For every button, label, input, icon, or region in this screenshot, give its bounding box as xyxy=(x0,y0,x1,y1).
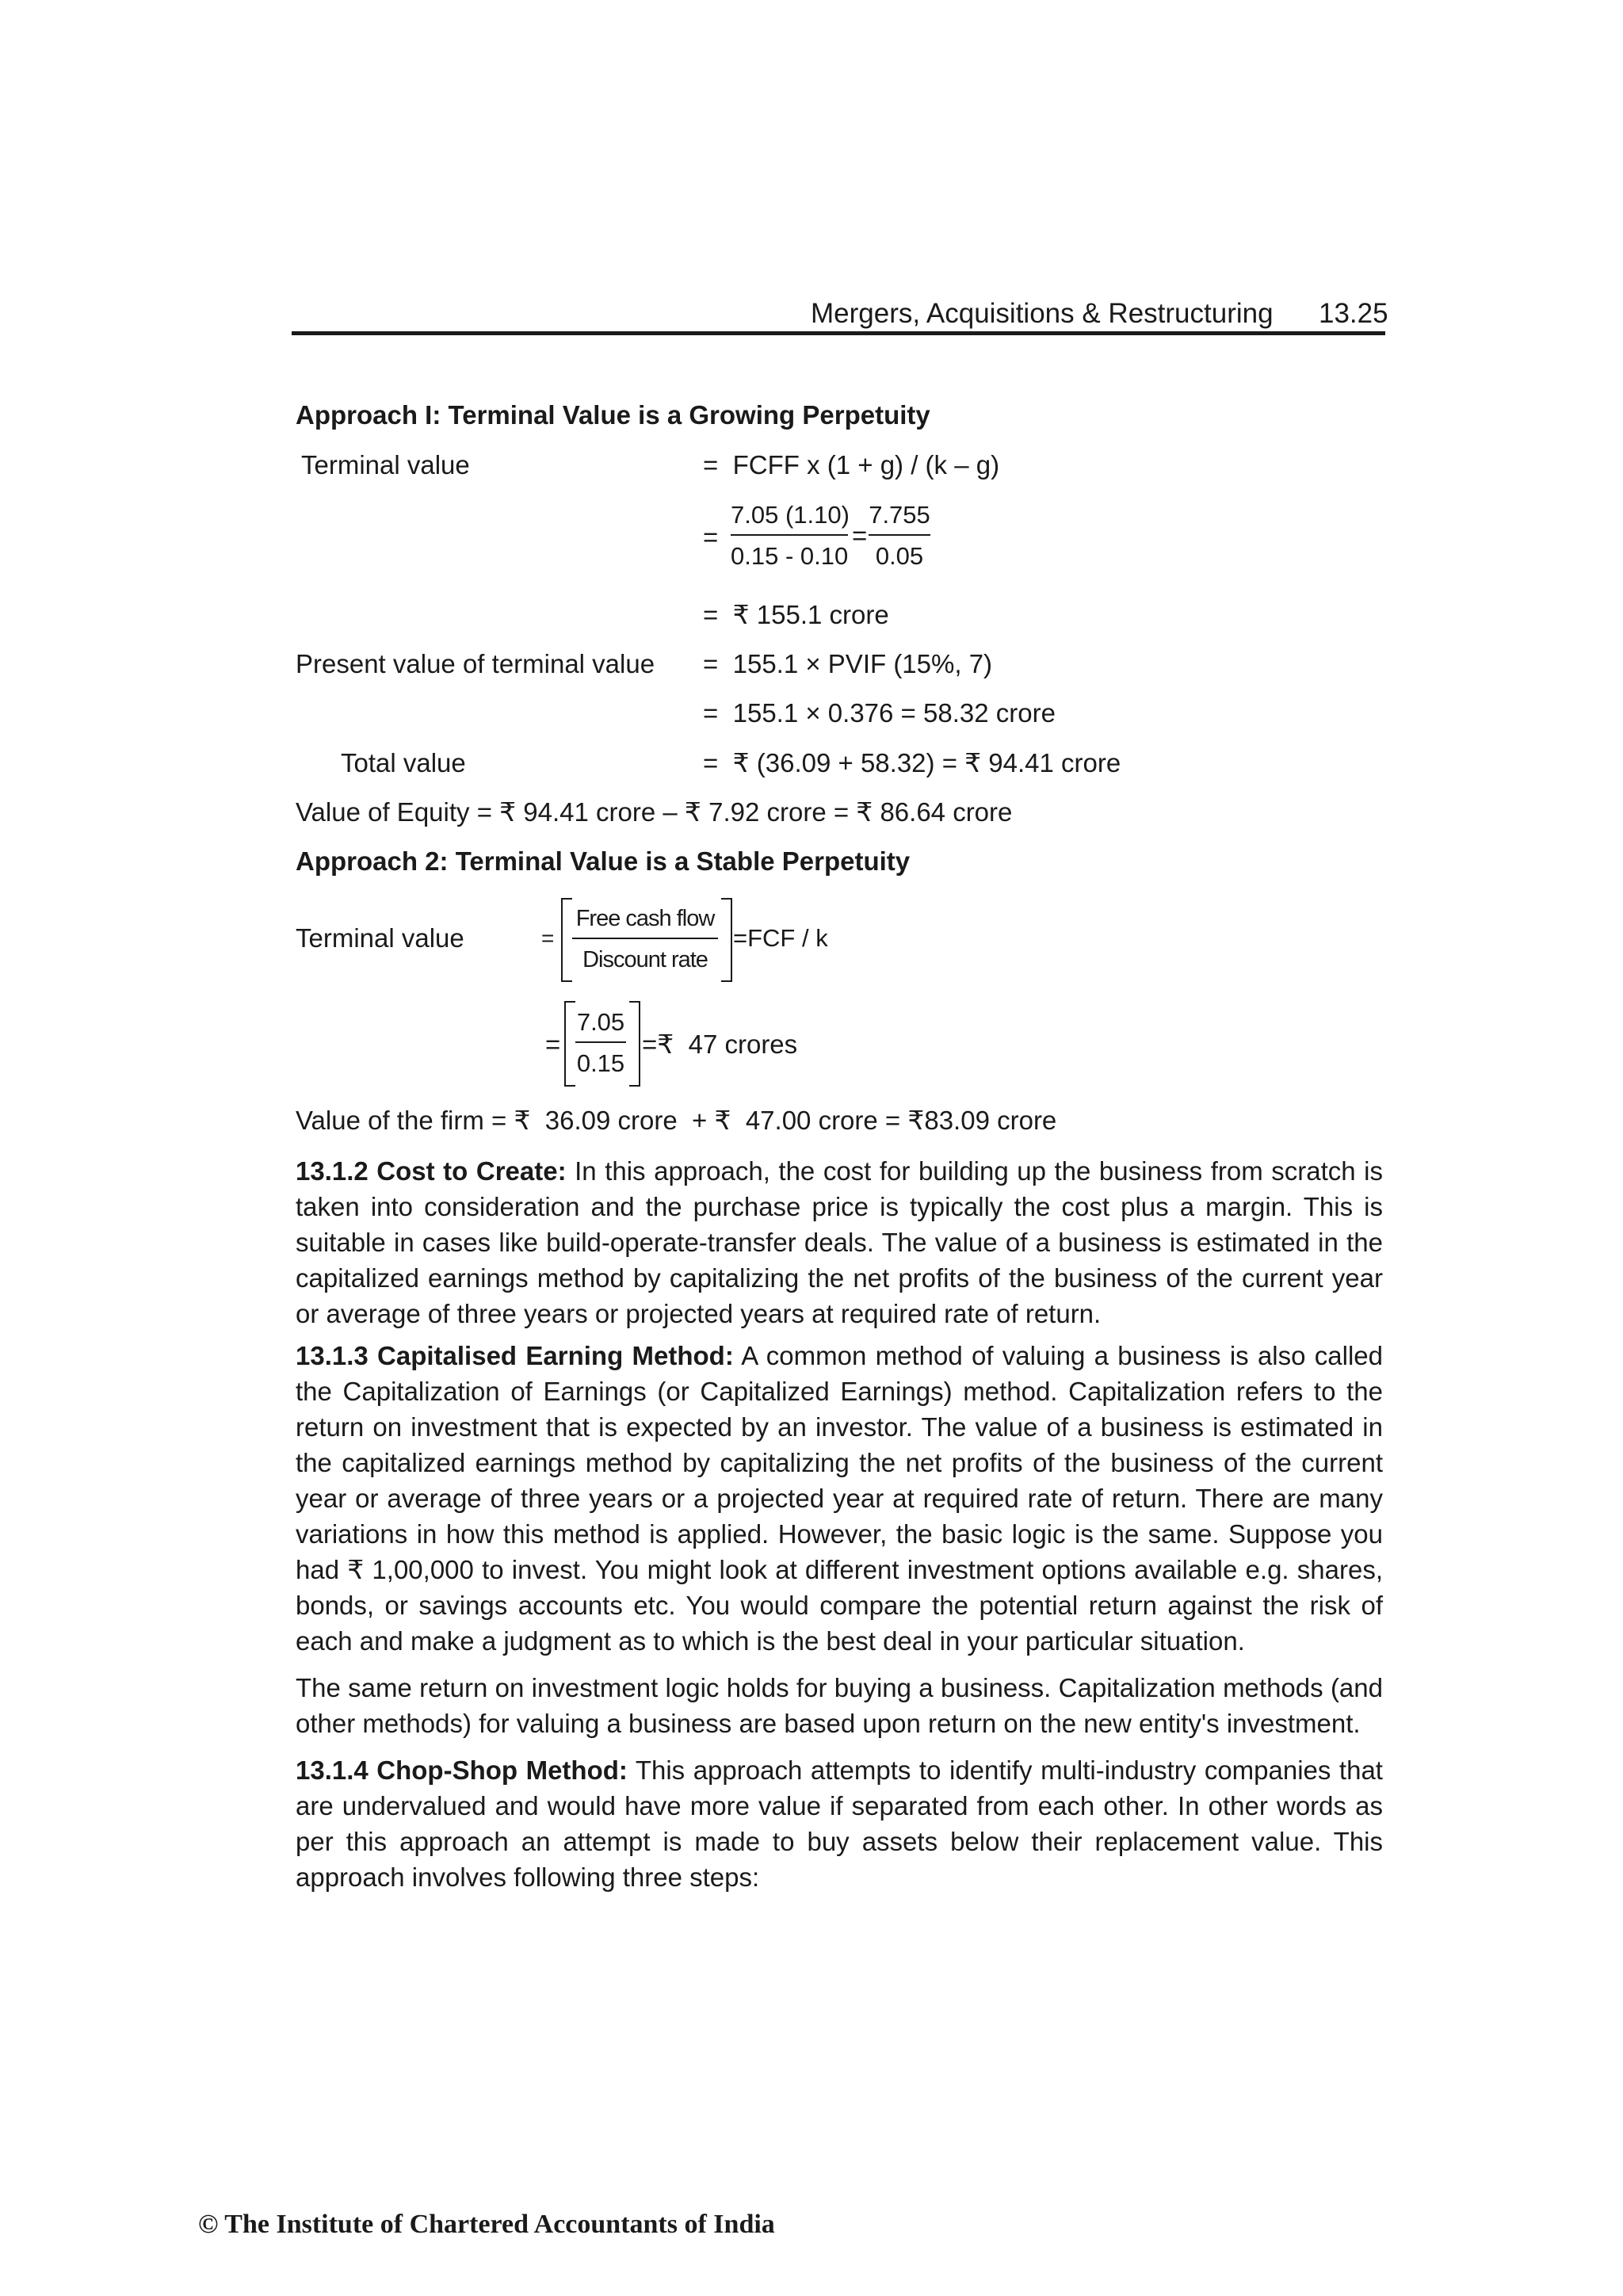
approach2-frac-num: Free cash flow xyxy=(575,906,715,931)
approach1-frac1-num: 7.05 (1.10) xyxy=(731,501,850,529)
approach2-frac2-result: =₹ 47 crores xyxy=(642,1030,798,1059)
approach1-tv-result: = ₹ 155.1 crore xyxy=(703,600,889,629)
section-heading: 13.1.3 Capitalised Earning Method: xyxy=(296,1341,734,1370)
approach2-firm-value: Value of the firm = ₹ 36.09 crore + ₹ 47.00 crore = ₹83.09 crore xyxy=(296,1106,1057,1135)
approach1-eq-1: = xyxy=(703,522,719,552)
approach1-frac1-bar xyxy=(731,534,848,536)
header-rule xyxy=(292,331,1385,335)
approach1-frac2-bar xyxy=(869,534,930,536)
approach2-frac2-den: 0.15 xyxy=(576,1049,625,1077)
approach1-equity-line: Value of Equity = ₹ 94.41 crore – ₹ 7.92 crore = ₹ 86.64 crore xyxy=(296,797,1013,827)
approach2-tv-label: Terminal value xyxy=(296,923,464,953)
approach1-pv-line2: = 155.1 × 0.376 = 58.32 crore xyxy=(703,698,1056,728)
approach1-frac1-den: 0.15 - 0.10 xyxy=(731,542,849,570)
approach2-frac-bar xyxy=(572,938,718,939)
approach1-pv-line1: = 155.1 × PVIF (15%, 7) xyxy=(703,649,993,678)
approach1-frac2-num: 7.755 xyxy=(869,501,930,529)
section-chop-shop xyxy=(296,1752,1383,1895)
approach2-frac-den: Discount rate xyxy=(582,947,708,972)
section-text: The same return on investment logic holds for buying a business. Capitalization methods (and other methods) for valuing a business are based upon return on the new entity's investment. xyxy=(296,1673,1383,1738)
approach1-tv-label: Terminal value xyxy=(301,450,470,479)
section-text: In this approach, the cost for building up the business from scratch is taken into consideration and the purchase price is typically the cost plus a margin. This is suitable in cases like build-operate-transfer deals. The value of a business is estimated in the capitalized earnings method by capitalizing the net profits of the business of the current year or average of three years or projected years at required rate of return. xyxy=(296,1156,1383,1328)
approach1-tv-formula: = FCFF x (1 + g) / (k – g) xyxy=(703,450,1000,479)
section-heading: 13.1.2 Cost to Create: xyxy=(296,1156,567,1186)
approach2-left-bracket-2 xyxy=(564,1001,575,1087)
approach2-frac-result: =FCF / k xyxy=(733,924,828,952)
page-number: 13.25 xyxy=(1319,298,1388,329)
approach2-frac2-num: 7.05 xyxy=(576,1008,625,1036)
approach1-eq-2: = xyxy=(852,521,868,550)
approach1-heading: Approach I: Terminal Value is a Growing Perpetuity xyxy=(296,400,930,430)
approach2-frac2-bar xyxy=(575,1041,626,1043)
approach2-right-bracket-2 xyxy=(629,1001,640,1087)
approach1-frac2-den: 0.05 xyxy=(875,542,924,570)
section-text: This approach attempts to identify multi-industry companies that are undervalued and would have more value if separated from each other. In other words as per this approach an attempt is made to buy assets below their replacement value. This approach involves following three steps: xyxy=(296,1755,1383,1892)
approach2-eq-2: = xyxy=(545,1030,561,1059)
approach2-left-bracket-1 xyxy=(561,898,572,982)
approach2-right-bracket-1 xyxy=(721,898,732,982)
approach2-heading: Approach 2: Terminal Value is a Stable Perpetuity xyxy=(296,846,911,876)
section-return-logic xyxy=(296,1670,1383,1741)
approach1-total-label: Total value xyxy=(341,748,466,777)
section-cost-to-create xyxy=(296,1153,1383,1331)
section-heading: 13.1.4 Chop-Shop Method: xyxy=(296,1755,628,1785)
approach1-pv-label: Present value of terminal value xyxy=(296,649,655,678)
approach2-eq-1: = xyxy=(541,926,555,950)
footer-copyright: © The Institute of Chartered Accountants of India xyxy=(198,2210,775,2239)
section-capitalised-earning xyxy=(296,1338,1383,1659)
section-text: A common method of valuing a business is also called the Capitalization of Earnings (or Capitalized Earnings) method. Capitalization refers to the return on investment that is expected by an investor. The value of a business is estimated in the capitalized earnings method by capitalizing the net profits of the business of the current year or average of three years or a projected year at required rate of return. There are many variations in how this method is applied. However, the basic logic is the same. Suppose you had ₹ 1,00,000 to invest. You might look at different investment options available e.g. shares, bonds, or savings accounts etc. You would compare the potential return against the risk of each and make a judgment as to which is the best deal in your particular situation. xyxy=(296,1341,1383,1656)
running-header-title: Mergers, Acquisitions & Restructuring xyxy=(811,298,1274,329)
approach1-total-value: = ₹ (36.09 + 58.32) = ₹ 94.41 crore xyxy=(703,748,1121,777)
